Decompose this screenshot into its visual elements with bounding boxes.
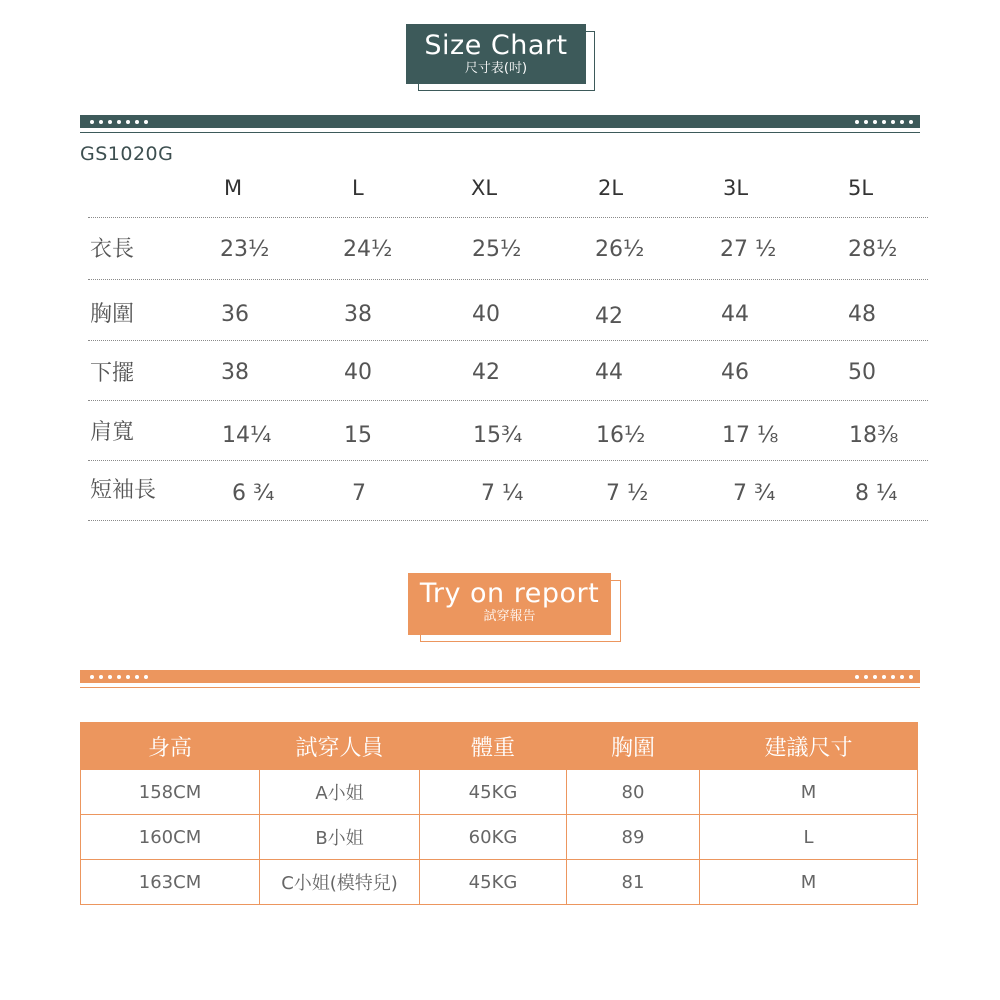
table-cell: 81 — [567, 860, 700, 905]
size-chart-title-box — [406, 24, 586, 84]
size-chart-band-underline — [80, 132, 920, 133]
table-cell: 60KG — [420, 815, 567, 860]
try-on-table — [80, 722, 918, 905]
table-cell: A小姐 — [260, 770, 420, 815]
table-cell: 24½ — [343, 237, 393, 262]
size-header-2l: 2L — [598, 176, 624, 200]
table-cell: M — [700, 770, 918, 815]
table-cell: 8 ¼ — [855, 481, 898, 506]
table-cell: 17 ⅛ — [722, 423, 779, 448]
table-cell: 15 — [344, 423, 372, 448]
table-cell: M — [700, 860, 918, 905]
table-cell: 25½ — [472, 237, 522, 262]
row-label-sleeve: 短袖長 — [90, 478, 157, 503]
row-divider — [88, 460, 928, 461]
size-chart-subtitle: 尺寸表(吋) — [464, 61, 528, 76]
table-cell: 46 — [721, 360, 749, 385]
table-cell: 44 — [595, 360, 623, 385]
row-label-shoulder: 肩寬 — [90, 420, 135, 445]
table-cell: 36 — [221, 302, 249, 327]
table-cell: C小姐(模特兒) — [260, 860, 420, 905]
header-height: 身高 — [81, 723, 260, 770]
table-cell: 89 — [567, 815, 700, 860]
table-cell: 28½ — [848, 237, 898, 262]
table-cell: 45KG — [420, 860, 567, 905]
band-dots-right — [855, 117, 913, 124]
header-tester: 試穿人員 — [260, 723, 420, 770]
table-cell: 6 ¾ — [232, 481, 275, 506]
size-chart-band — [80, 115, 920, 128]
row-divider — [88, 400, 928, 401]
table-cell: 50 — [848, 360, 876, 385]
table-cell: 40 — [472, 302, 500, 327]
try-on-band-underline — [80, 687, 920, 688]
table-row — [81, 860, 918, 905]
header-chest: 胸圍 — [567, 723, 700, 770]
table-cell: 42 — [595, 304, 623, 329]
table-row — [81, 815, 918, 860]
table-cell: 7 — [352, 481, 366, 506]
table-cell: 160CM — [81, 815, 260, 860]
band-dots-right — [855, 672, 913, 679]
table-cell: 7 ½ — [606, 481, 649, 506]
band-dots-left — [90, 672, 148, 679]
size-chart-title: Size Chart — [424, 30, 568, 61]
table-cell: 40 — [344, 360, 372, 385]
header-suggested-size: 建議尺寸 — [700, 723, 918, 770]
try-on-title: Try on report — [419, 578, 600, 609]
size-header-5l: 5L — [848, 176, 874, 200]
size-header-xl: XL — [471, 176, 498, 200]
row-label-length: 衣長 — [90, 237, 135, 262]
try-on-band — [80, 670, 920, 683]
table-cell: 48 — [848, 302, 876, 327]
table-cell: 158CM — [81, 770, 260, 815]
table-cell: 23½ — [220, 237, 270, 262]
table-cell: 80 — [567, 770, 700, 815]
table-cell: 15¾ — [473, 423, 523, 448]
table-cell: 27 ½ — [720, 237, 777, 262]
try-on-subtitle: 試穿報告 — [483, 609, 536, 624]
row-divider — [88, 217, 928, 218]
size-header-l: L — [352, 176, 364, 200]
try-on-title-box — [408, 573, 611, 635]
table-cell: 44 — [721, 302, 749, 327]
table-cell: 18⅜ — [849, 423, 899, 448]
table-cell: B小姐 — [260, 815, 420, 860]
table-header-row — [81, 723, 918, 770]
table-cell: 26½ — [595, 237, 645, 262]
model-number: GS1020G — [80, 143, 174, 165]
header-weight: 體重 — [420, 723, 567, 770]
table-cell: 42 — [472, 360, 500, 385]
row-label-chest: 胸圍 — [90, 302, 135, 327]
table-cell: 16½ — [596, 423, 646, 448]
table-cell: 38 — [344, 302, 372, 327]
row-divider — [88, 279, 928, 280]
table-cell: 7 ¼ — [481, 481, 524, 506]
row-label-hem: 下擺 — [90, 361, 135, 386]
table-cell: 14¼ — [222, 423, 272, 448]
table-cell: 7 ¾ — [733, 481, 776, 506]
table-cell: 45KG — [420, 770, 567, 815]
size-header-m: M — [224, 176, 243, 200]
table-cell: 38 — [221, 360, 249, 385]
table-cell: 163CM — [81, 860, 260, 905]
table-row — [81, 770, 918, 815]
band-dots-left — [90, 117, 148, 124]
table-cell: L — [700, 815, 918, 860]
size-header-3l: 3L — [723, 176, 749, 200]
row-divider — [88, 520, 928, 521]
row-divider — [88, 340, 928, 341]
